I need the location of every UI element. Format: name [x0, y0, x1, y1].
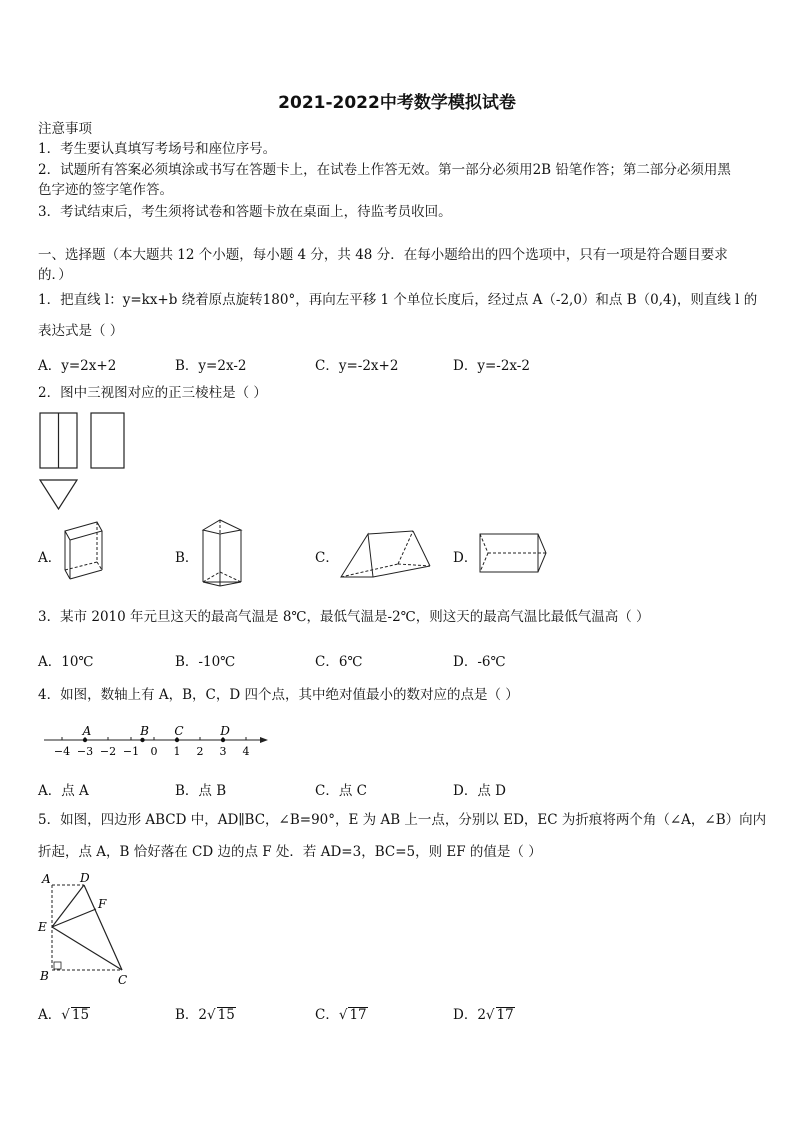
sqrt-icon: √ — [485, 1007, 495, 1023]
point-label: B — [140, 724, 149, 738]
q3-option-d[interactable]: D．-6℃ — [453, 654, 506, 670]
sqrt-icon: √ — [207, 1007, 216, 1023]
notice-item: 色字迹的签字笔作答。 — [38, 182, 173, 198]
q5-option-b[interactable]: B．2√ 15 — [175, 1007, 235, 1023]
tick-label: −4 — [53, 745, 71, 758]
tick-label: 3 — [219, 745, 227, 758]
label-f: F — [98, 897, 107, 911]
tick-label: 4 — [242, 745, 250, 758]
quadrilateral-figure — [34, 868, 134, 990]
q2-option-d[interactable]: D． — [453, 550, 478, 566]
notice-item: 1．考生要认真填写考场号和座位序号。 — [38, 141, 277, 157]
q4-option-a[interactable]: A．点 A — [38, 783, 89, 799]
q5-option-c[interactable]: C．√ 17 — [315, 1007, 367, 1023]
sqrt-icon: √ — [338, 1007, 348, 1023]
q3-option-a[interactable]: A．10℃ — [38, 654, 94, 670]
label-c: C — [118, 973, 128, 987]
tick-label: 2 — [196, 745, 204, 758]
q1-option-a[interactable]: A．y=2x+2 — [38, 358, 117, 374]
point-a — [83, 738, 87, 742]
label-e: E — [38, 920, 47, 934]
prism-a-figure — [62, 518, 106, 584]
sqrt-icon: √ — [61, 1007, 70, 1023]
q4-stem: 4．如图，数轴上有 A，B，C，D 四个点，其中绝对值最小的数对应的点是（ ） — [38, 687, 519, 703]
q2-stem: 2．图中三视图对应的正三棱柱是（ ） — [38, 385, 267, 401]
notice-heading: 注意事项 — [38, 121, 92, 137]
label-b: B — [40, 969, 49, 983]
tick-label: −1 — [122, 745, 140, 758]
number-line — [38, 722, 273, 760]
prism-b-figure — [198, 518, 246, 590]
tick-label: −3 — [76, 745, 94, 758]
label-a: A — [42, 872, 51, 886]
point-d — [221, 738, 225, 742]
q5-stem: 5．如图，四边形 ABCD 中，AD∥BC，∠B=90°，E 为 AB 上一点，分别以 ED，EC 为折痕将两个角（∠A，∠B）向内 — [38, 812, 767, 828]
q3-option-c[interactable]: C．6℃ — [315, 654, 363, 670]
arrow-icon — [260, 737, 268, 743]
q2-option-b[interactable]: B． — [175, 550, 199, 566]
q3-option-b[interactable]: B．-10℃ — [175, 654, 236, 670]
q5-option-d[interactable]: D．2√ 17 — [453, 1007, 514, 1023]
q1-stem: 1．把直线 l：y=kx+b 绕着原点旋转180°，再向左平移 1 个单位长度后，经过点 A（-2,0）和点 B（0,4)，则直线 l 的 — [38, 292, 758, 308]
section-heading: 一、选择题（本大题共 12 个小题，每小题 4 分，共 48 分．在每小题给出的四个选项中，只有一项是符合题目要求 — [38, 247, 728, 263]
tick-label: −2 — [99, 745, 117, 758]
point-b — [140, 738, 144, 742]
notice-item: 3．考试结束后，考生须将试卷和答题卡放在桌面上，待监考员收回。 — [38, 204, 452, 220]
point-label: A — [82, 724, 92, 738]
tick-label: 1 — [173, 745, 181, 758]
prism-d-figure — [476, 530, 550, 576]
notice-item: 2．试题所有答案必须填涂或书写在答题卡上，在试卷上作答无效。第一部分必须用2B 铅笔作答；第二部分必须用黑 — [38, 162, 731, 178]
q4-option-c[interactable]: C．点 C — [315, 783, 367, 799]
three-view-figure — [36, 410, 128, 515]
q4-option-d[interactable]: D．点 D — [453, 783, 506, 799]
q2-option-c[interactable]: C． — [315, 550, 339, 566]
q1-option-c[interactable]: C．y=-2x+2 — [315, 358, 399, 374]
label-d: D — [80, 871, 90, 885]
q5-stem-cont: 折起，点 A，B 恰好落在 CD 边的点 F 处．若 AD=3，BC=5，则 EF 的值是（ ） — [38, 844, 542, 860]
page-title: 2021-2022中考数学模拟试卷 — [278, 93, 516, 113]
tick-label: 0 — [150, 745, 158, 758]
q1-option-d[interactable]: D．y=-2x-2 — [453, 358, 530, 374]
section-heading-cont: 的．） — [38, 267, 72, 283]
q4-option-b[interactable]: B．点 B — [175, 783, 227, 799]
q5-option-a[interactable]: A．√ 15 — [38, 1007, 90, 1023]
q1-option-b[interactable]: B．y=2x-2 — [175, 358, 247, 374]
prism-c-figure — [336, 526, 434, 582]
point-label: D — [220, 724, 230, 738]
q3-stem: 3．某市 2010 年元旦这天的最高气温是 8℃，最低气温是-2℃，则这天的最高气温比最低气温高（ ） — [38, 609, 650, 625]
q1-stem-cont: 表达式是（ ） — [38, 323, 124, 339]
point-label: C — [174, 724, 184, 738]
point-c — [175, 738, 179, 742]
q2-option-a[interactable]: A． — [38, 550, 62, 566]
